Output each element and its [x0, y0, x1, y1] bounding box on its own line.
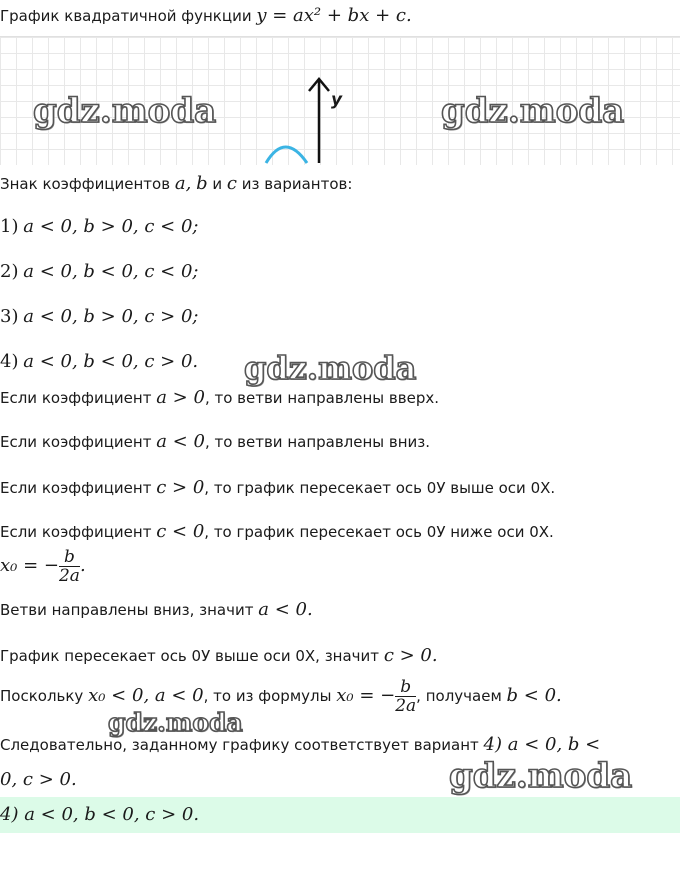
question-text: Знак коэффициентов a, b и c из вариантов: — [0, 173, 353, 194]
since-text: Поскольку x₀ < 0, a < 0, то из формулы x₀ = − $\frac{b}{2a}$ , получаем b < 0. — [0, 677, 562, 716]
rule-1: Если коэффициент a > 0, то ветви направлены вверх. — [0, 387, 439, 408]
answer-text: 4) a < 0, b < 0, c > 0. — [0, 804, 200, 825]
option-2: 2) a < 0, b < 0, c < 0; — [0, 261, 199, 282]
watermark-3: gdz.moda — [244, 349, 417, 387]
conclusion-text: Следовательно, заданному графику соответствует вариант 4) a < 0, b < — [0, 734, 601, 755]
option-4: 4) a < 0, b < 0, c > 0. — [0, 351, 199, 372]
branches-text: Ветви направлены вниз, значит a < 0. — [0, 599, 313, 620]
answer-box — [0, 797, 680, 833]
vertex-formula: x₀ = − $\frac{b}{2a}$ . — [0, 547, 86, 586]
page-title: График квадратичной функции y = ax² + bx + c. — [0, 5, 412, 26]
rule-2: Если коэффициент a < 0, то ветви направлены вниз. — [0, 431, 431, 452]
title-formula: y = ax² + bx + c. — [256, 5, 412, 26]
option-3: 3) a < 0, b > 0, c > 0; — [0, 306, 199, 327]
parabola-curve — [266, 147, 307, 163]
y-axis-label: y — [331, 90, 343, 110]
watermark-4: gdz.moda — [108, 708, 243, 737]
conclusion-text-cont: 0, c > 0. — [0, 769, 77, 790]
watermark-2: gdz.moda — [441, 91, 625, 131]
option-1: 1) a < 0, b > 0, c < 0; — [0, 216, 199, 237]
intersect-text: График пересекает ось 0У выше оси 0Х, значит c > 0. — [0, 645, 438, 666]
watermark-5: gdz.moda — [449, 756, 633, 796]
rule-4: Если коэффициент c < 0, то график пересекает ось 0У ниже оси 0Х. — [0, 521, 554, 542]
rule-3: Если коэффициент c > 0, то график пересекает ось 0У выше оси 0Х. — [0, 477, 556, 498]
watermark-1: gdz.moda — [33, 91, 217, 131]
